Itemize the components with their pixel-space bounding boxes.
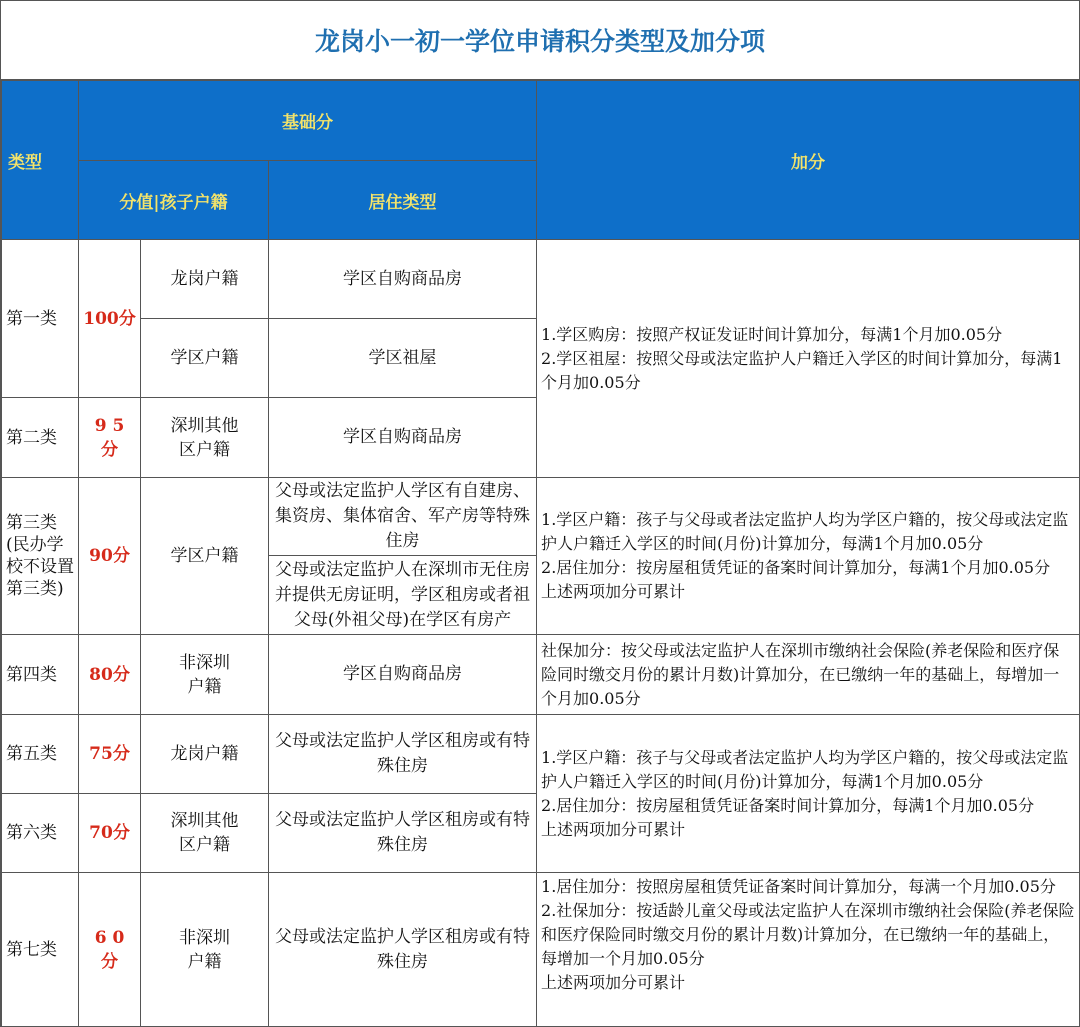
table-row	[2, 240, 1080, 319]
bonus-line: 1.居住加分：按照房屋租赁凭证备案时间计算加分，每满一个月加0.05分	[541, 877, 1056, 896]
residence-cell: 父母或法定监护人学区有自建房、集资房、集体宿舍、军产房等特殊住房	[269, 478, 537, 556]
huji-cell: 学区户籍	[141, 478, 269, 635]
residence-cell: 父母或法定监护人学区租房或有特殊住房	[269, 873, 537, 1027]
bonus-line: 2.学区祖屋：按照父母或法定监护人户籍迁入学区的时间计算加分，每满1个月加0.05分	[541, 348, 1063, 392]
huji-cell: 龙岗户籍	[141, 715, 269, 794]
bonus-line: 2.居住加分：按房屋租赁凭证备案时间计算加分，每满1个月加0.05分	[541, 795, 1035, 815]
bonus-line: 2.居住加分：按房屋租赁凭证的备案时间计算加分，每满1个月加0.05分	[541, 558, 1051, 577]
huji-cell: 深圳其他 区户籍	[141, 794, 269, 873]
bonus-line: 上述两项加分可累计	[541, 973, 686, 992]
score-cell: 9 5 分	[79, 398, 141, 478]
bonus-line: 上述两项加分可累计	[541, 582, 686, 601]
bonus-line: 社保加分：按父母或法定监护人在深圳市缴纳社会保险(养老保险和医疗保险同时缴交月份的累计月数)计算加分，在已缴纳一年的基础上，每增加一个月加0.05分	[541, 640, 1060, 708]
table-row	[2, 873, 1080, 1027]
header-value-huji: 分值|孩子户籍	[79, 161, 269, 240]
huji-cell: 非深圳 户籍	[141, 873, 269, 1027]
residence-cell: 学区自购商品房	[269, 240, 537, 319]
residence-cell: 学区祖屋	[269, 319, 537, 398]
table-row	[2, 635, 1080, 715]
score-cell: 90分	[79, 478, 141, 635]
bonus-line: 上述两项加分可累计	[541, 819, 686, 839]
score-cell: 100分	[79, 240, 141, 398]
huji-cell: 非深圳 户籍	[141, 635, 269, 715]
bonus-cell	[537, 715, 1080, 873]
residence-text: 父母或法定监护人在深圳市无住房并提供无房证明，学区租房或者祖父母(外祖父母)在学区有房产	[275, 560, 530, 630]
bonus-line: 1.学区购房：按照产权证发证时间计算加分，每满1个月加0.05分	[541, 324, 1003, 344]
huji-cell: 龙岗户籍	[141, 240, 269, 319]
residence-cell: 父母或法定监护人学区租房或有特殊住房	[269, 794, 537, 873]
score-cell: 75分	[79, 715, 141, 794]
table-row	[2, 478, 1080, 556]
type-cell: 第二类	[2, 398, 79, 478]
score-table	[1, 80, 1080, 1027]
header-bonus: 加分	[537, 81, 1080, 240]
bonus-line: 1.学区户籍：孩子与父母或者法定监护人均为学区户籍的，按父母或法定监护人户籍迁入学区的时间(月份)计算加分，每满1个月加0.05分	[541, 510, 1069, 553]
bonus-cell	[537, 478, 1080, 635]
score-cell: 80分	[79, 635, 141, 715]
residence-cell: 学区自购商品房	[269, 398, 537, 478]
bonus-cell	[537, 873, 1080, 1027]
residence-cell	[269, 556, 537, 635]
bonus-line: 1.学区户籍：孩子与父母或者法定监护人均为学区户籍的，按父母或法定监护人户籍迁入学区的时间(月份)计算加分，每满1个月加0.05分	[541, 747, 1069, 791]
residence-cell: 父母或法定监护人学区租房或有特殊住房	[269, 715, 537, 794]
header-residence: 居住类型	[269, 161, 537, 240]
type-cell: 第六类	[2, 794, 79, 873]
residence-cell: 学区自购商品房	[269, 635, 537, 715]
type-cell: 第一类	[2, 240, 79, 398]
bonus-cell	[537, 240, 1080, 478]
score-cell: 70分	[79, 794, 141, 873]
page-title: 龙岗小一初一学位申请积分类型及加分项	[1, 1, 1079, 80]
bonus-cell	[537, 635, 1080, 715]
type-cell: 第七类	[2, 873, 79, 1027]
score-cell: 6 0 分	[79, 873, 141, 1027]
header-base: 基础分	[79, 81, 537, 161]
type-cell: 第五类	[2, 715, 79, 794]
type-cell: 第四类	[2, 635, 79, 715]
huji-cell: 深圳其他 区户籍	[141, 398, 269, 478]
huji-cell: 学区户籍	[141, 319, 269, 398]
table-row	[2, 715, 1080, 794]
header-type: 类型	[2, 81, 79, 240]
type-cell: 第三类 (民办学 校不设置 第三类)	[2, 478, 79, 635]
bonus-line: 2.社保加分：按适龄儿童父母或法定监护人在深圳市缴纳社会保险(养老保险和医疗保险同时缴交月份的累计月数)计算加分，在已缴纳一年的基础上，每增加一个月加0.05分	[541, 901, 1075, 968]
